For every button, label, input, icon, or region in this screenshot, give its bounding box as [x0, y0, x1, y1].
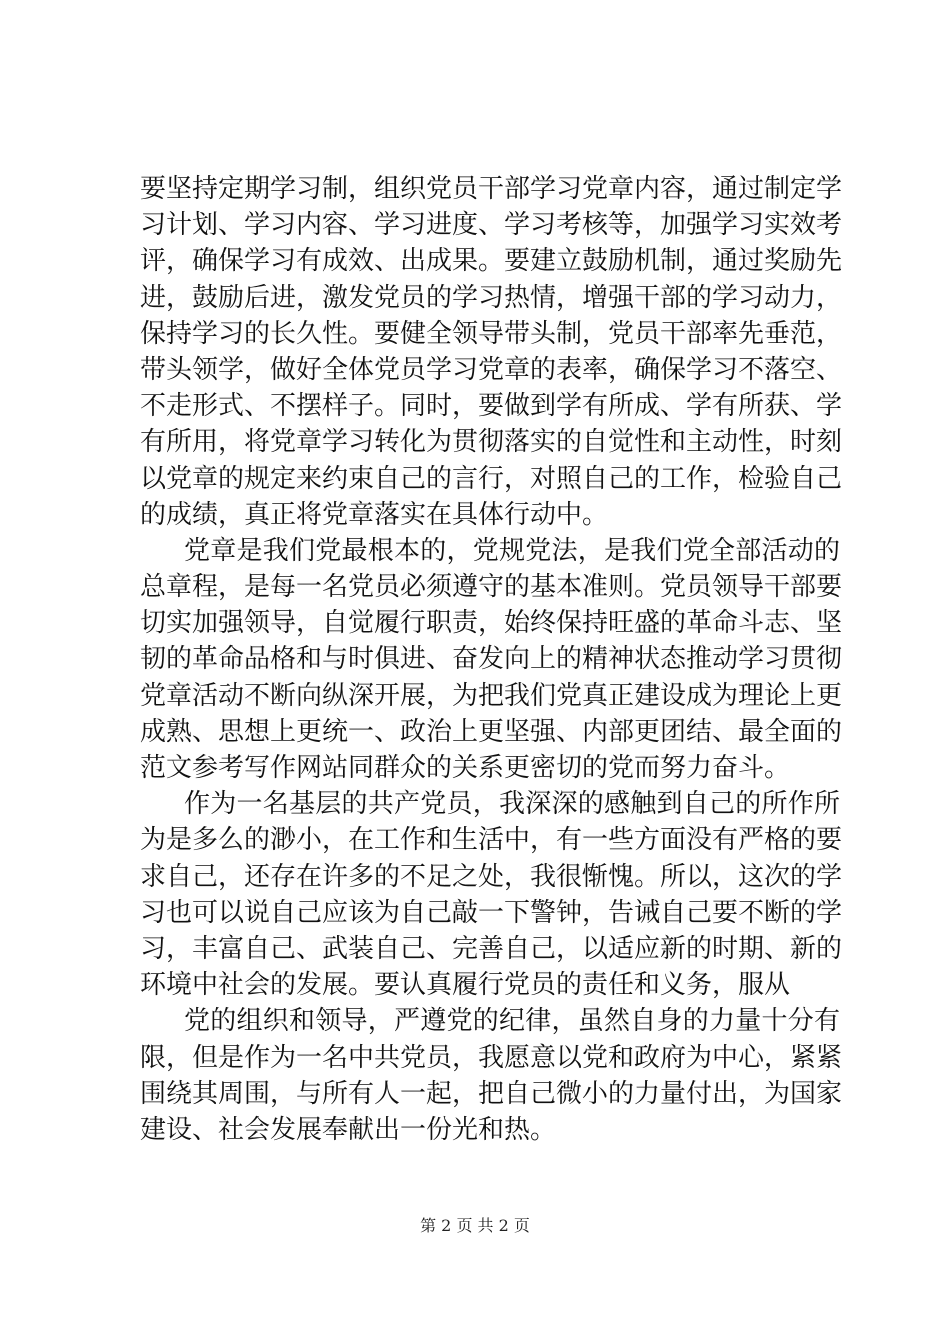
text-line: 党章是我们党最根本的，党规党法，是我们党全部活动的	[184, 535, 840, 566]
text-line: 韧的革命品格和与时俱进、奋发向上的精神状态推动学习贯彻	[140, 644, 843, 675]
text-line: 环境中社会的发展。要认真履行党员的责任和义务，服从	[140, 970, 791, 1001]
text-line: 习，丰富自己、武装自己、完善自己，以适应新的时期、新的	[140, 933, 843, 964]
text-line: 评，确保学习有成效、出成果。要建立鼓励机制，通过奖励先	[140, 246, 843, 277]
text-line: 带头领学，做好全体党员学习党章的表率，确保学习不落空、	[140, 354, 843, 385]
text-line: 习计划、学习内容、学习进度、学习考核等，加强学习实效考	[140, 210, 843, 241]
text-line: 作为一名基层的共产党员，我深深的感触到自己的所作所	[184, 789, 840, 820]
paragraph	[140, 171, 843, 533]
text-line: 限，但是作为一名中共党员，我愿意以党和政府为中心，紧紧	[140, 1042, 843, 1073]
text-line: 要坚持定期学习制，组织党员干部学习党章内容，通过制定学	[140, 174, 843, 204]
paragraph	[140, 533, 843, 786]
text-line: 党的组织和领导，严遵党的纪律，虽然自身的力量十分有	[184, 1006, 840, 1037]
paragraph	[140, 1003, 843, 1148]
text-line: 切实加强领导，自觉履行职责，始终保持旺盛的革命斗志、坚	[140, 608, 843, 639]
page-number-footer: 第 2 页 共 2 页	[420, 1216, 530, 1235]
text-line: 建设、社会发展奉献出一份光和热。	[140, 1114, 557, 1145]
text-line: 不走形式、不摆样子。同时，要做到学有所成、学有所获、学	[140, 391, 843, 422]
text-line: 保持学习的长久性。要健全领导带头制，党员干部率先垂范，	[140, 318, 843, 349]
document-body	[140, 171, 843, 1148]
text-line: 有所用，将党章学习转化为贯彻落实的自觉性和主动性，时刻	[140, 427, 843, 458]
text-line: 进，鼓励后进，激发党员的学习热情，增强干部的学习动力，	[140, 282, 843, 313]
paragraph	[140, 786, 843, 1003]
text-line: 围绕其周围，与所有人一起，把自己微小的力量付出，为国家	[140, 1078, 843, 1109]
text-line: 成熟、思想上更统一、政治上更坚强、内部更团结、最全面的	[140, 716, 843, 747]
text-line: 范文参考写作网站同群众的关系更密切的党而努力奋斗。	[140, 753, 791, 783]
text-line: 以党章的规定来约束自己的言行，对照自己的工作，检验自己	[140, 463, 843, 494]
text-line: 的成绩，真正将党章落实在具体行动中。	[140, 499, 609, 530]
text-line: 总章程，是每一名党员必须遵守的基本准则。党员领导干部要	[140, 572, 843, 603]
text-line: 习也可以说自己应该为自己敲一下警钟，告诫自己要不断的学	[140, 897, 843, 928]
text-line: 党章活动不断向纵深开展，为把我们党真正建设成为理论上更	[140, 680, 843, 711]
text-line: 为是多么的渺小，在工作和生活中，有一些方面没有严格的要	[140, 825, 843, 856]
text-line: 求自己，还存在许多的不足之处，我很惭愧。所以，这次的学	[140, 861, 843, 892]
